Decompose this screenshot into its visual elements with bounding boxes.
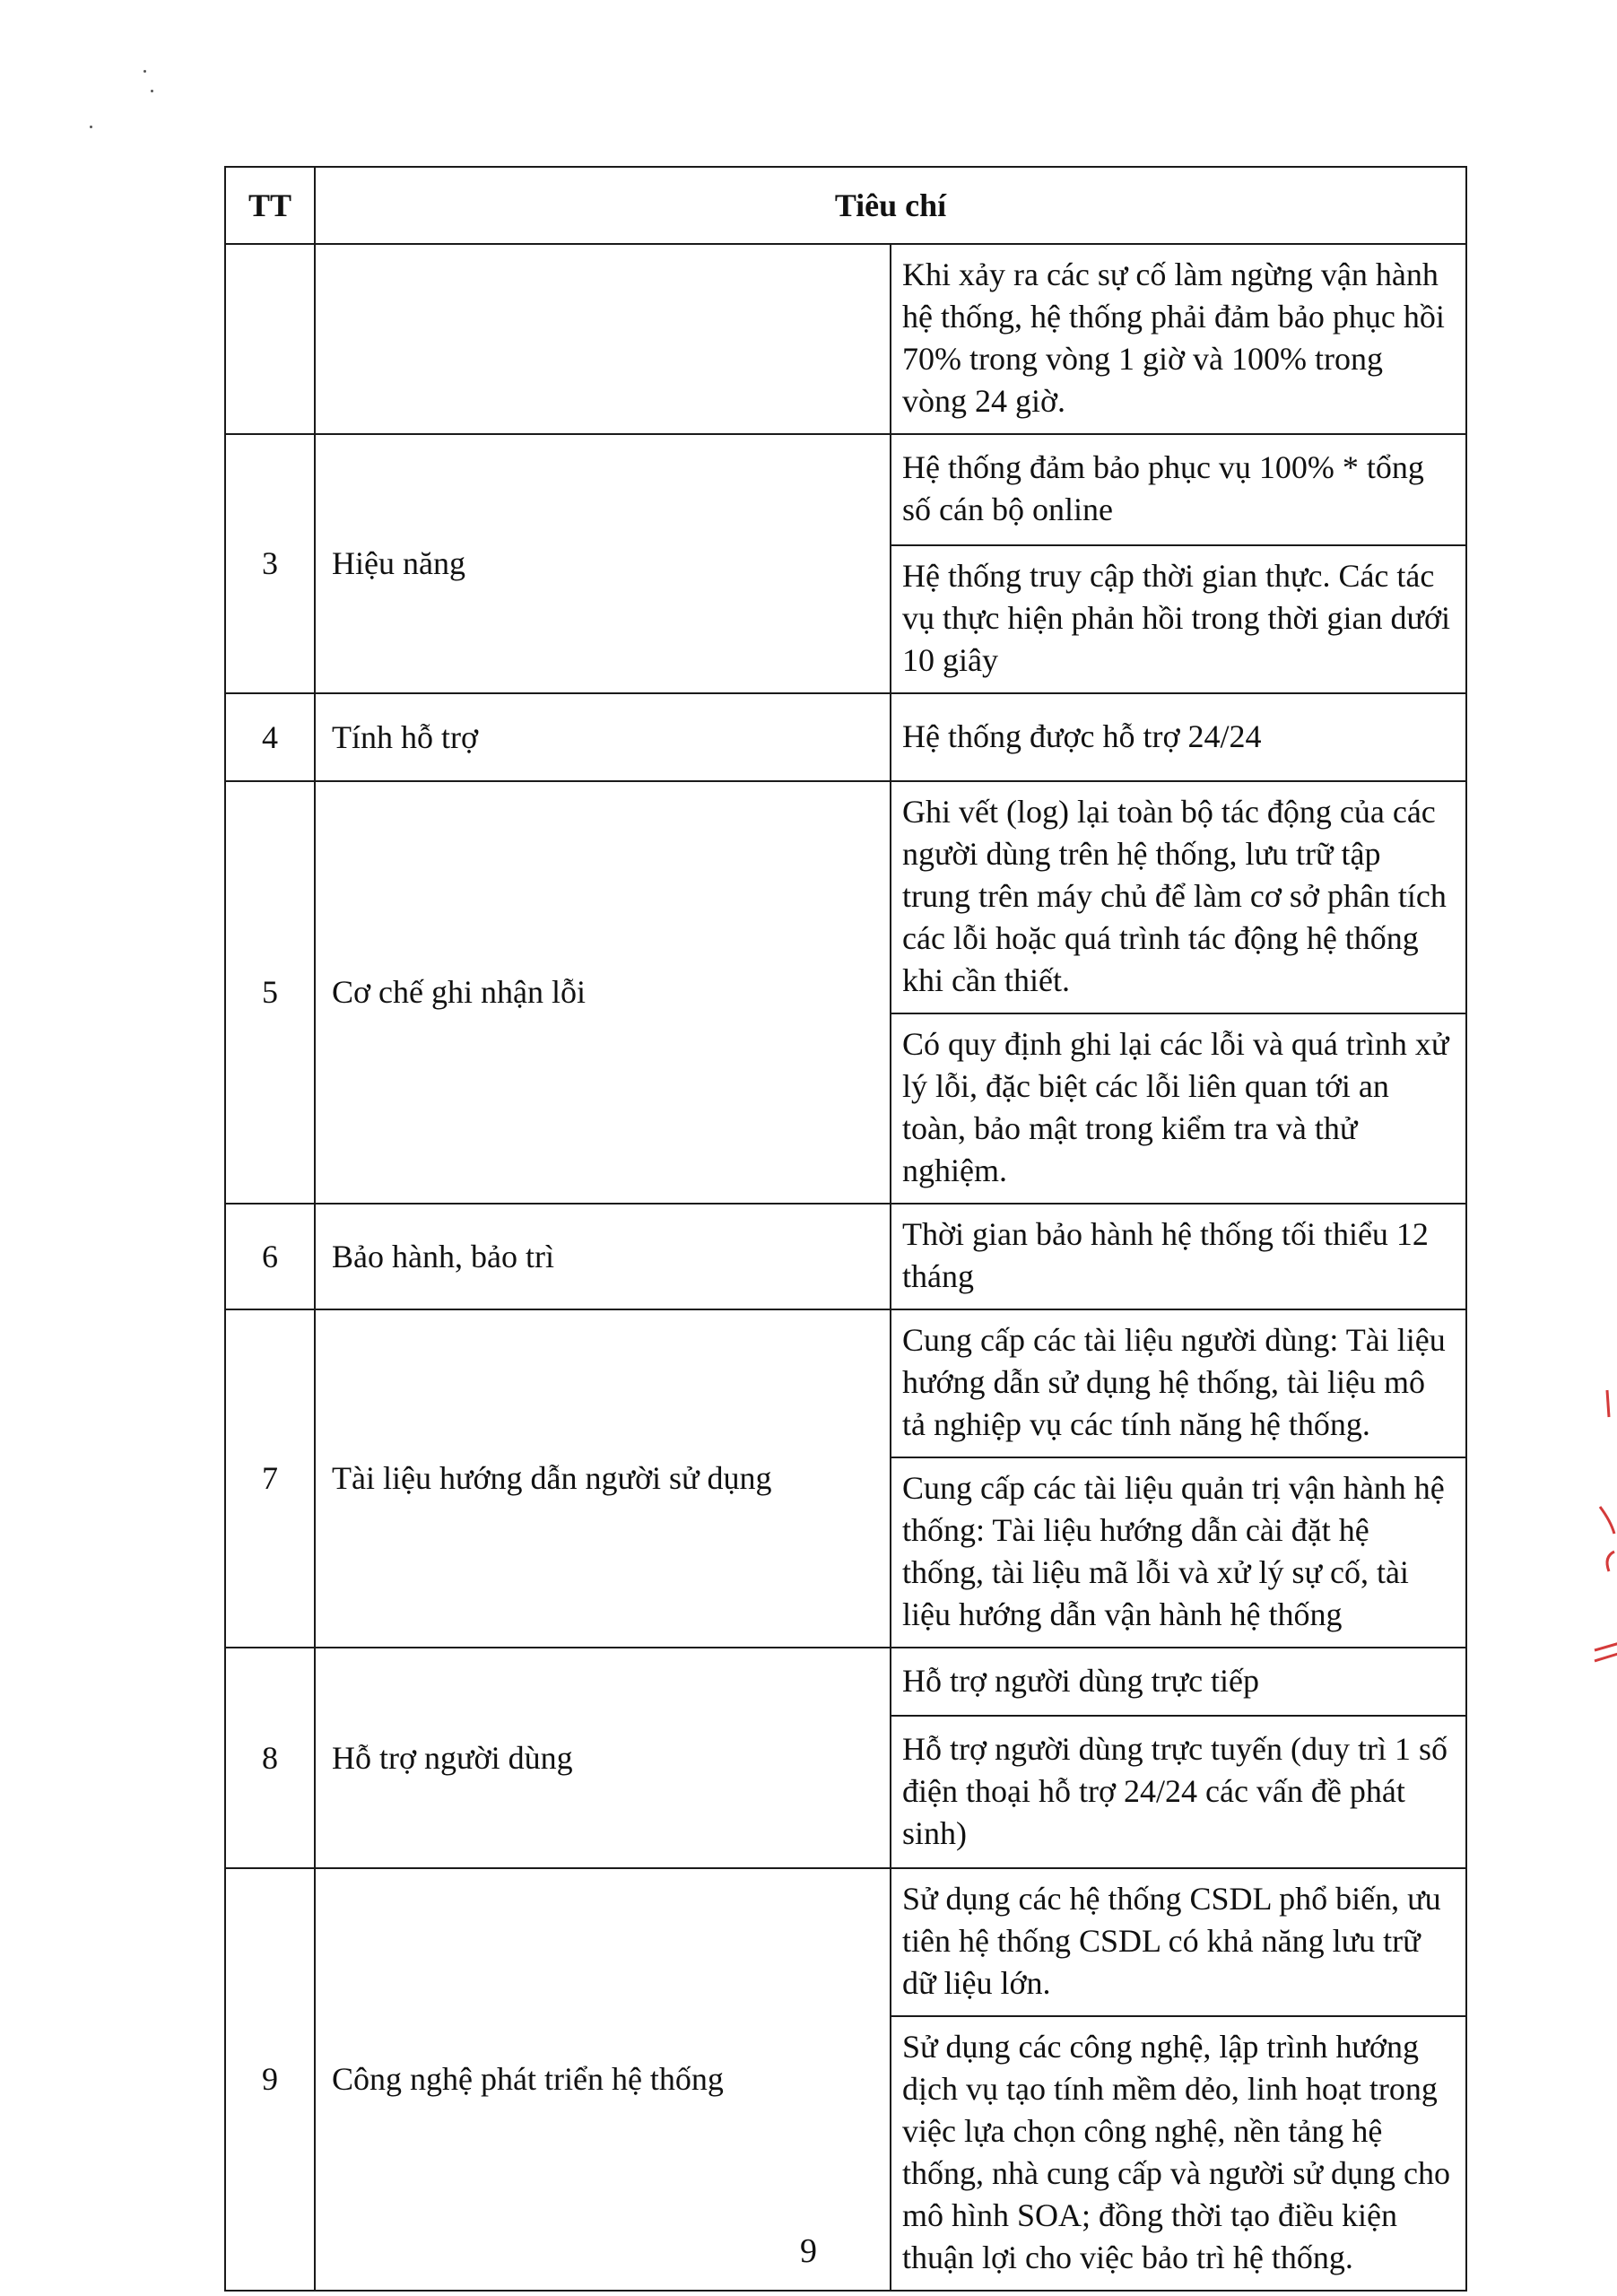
- table-row: [225, 1204, 1466, 1309]
- criteria-cell: Hỗ trợ người dùng trực tuyến (duy trì 1 số điện thoại hỗ trợ 24/24 các vấn đề phát sinh): [891, 1716, 1466, 1868]
- table-row: [225, 781, 1466, 1013]
- criteria-cell: Sử dụng các hệ thống CSDL phổ biến, ưu tiên hệ thống CSDL có khả năng lưu trữ dữ liệu lớn.: [891, 1868, 1466, 2016]
- criteria-cell: Sử dụng các công nghệ, lập trình hướng dịch vụ tạo tính mềm dẻo, linh hoạt trong việc lựa chọn công nghệ, nền tảng hệ thống, nhà cung cấp và người sử dụng cho mô hình SOA; đồng thời tạo điều kiện thuận lợi cho việc bảo trì hệ thống.: [891, 2016, 1466, 2291]
- row-name: Cơ chế ghi nhận lỗi: [315, 781, 891, 1204]
- table-row: [225, 693, 1466, 781]
- header-tt: TT: [225, 167, 315, 244]
- row-number: [225, 244, 315, 434]
- criteria-cell: Hỗ trợ người dùng trực tiếp: [891, 1648, 1466, 1716]
- criteria-table: [224, 166, 1467, 2292]
- row-name: Công nghệ phát triển hệ thống: [315, 1868, 891, 2291]
- row-name: [315, 244, 891, 434]
- table-row: [225, 244, 1466, 434]
- page-number: 9: [800, 2232, 817, 2270]
- criteria-cell: Hệ thống đảm bảo phục vụ 100% * tổng số cán bộ online: [891, 434, 1466, 545]
- row-number: 9: [225, 1868, 315, 2291]
- criteria-cell: Cung cấp các tài liệu quản trị vận hành hệ thống: Tài liệu hướng dẫn cài đặt hệ thống, tài liệu mã lỗi và xử lý sự cố, tài liệu hướng dẫn vận hành hệ thống: [891, 1457, 1466, 1648]
- criteria-cell: Có quy định ghi lại các lỗi và quá trình xử lý lỗi, đặc biệt các lỗi liên quan tới an toàn, bảo mật trong kiểm tra và thử nghiệm.: [891, 1013, 1466, 1204]
- row-number: 5: [225, 781, 315, 1204]
- row-number: 7: [225, 1309, 315, 1648]
- row-number: 8: [225, 1648, 315, 1868]
- scan-speck: [90, 126, 92, 128]
- criteria-cell: Ghi vết (log) lại toàn bộ tác động của các người dùng trên hệ thống, lưu trữ tập trung trên máy chủ để làm cơ sở phân tích các lỗi hoặc quá trình tác động hệ thống khi cần thiết.: [891, 781, 1466, 1013]
- scan-speck: [143, 70, 146, 73]
- criteria-cell: Thời gian bảo hành hệ thống tối thiểu 12 tháng: [891, 1204, 1466, 1309]
- table-row: [225, 1648, 1466, 1716]
- row-number: 6: [225, 1204, 315, 1309]
- row-number: 4: [225, 693, 315, 781]
- scan-speck: [151, 90, 153, 92]
- row-name: Hiệu năng: [315, 434, 891, 693]
- row-name: Hỗ trợ người dùng: [315, 1648, 891, 1868]
- table-row: [225, 1309, 1466, 1457]
- criteria-cell: Hệ thống truy cập thời gian thực. Các tác vụ thực hiện phản hồi trong thời gian dưới 10 giây: [891, 545, 1466, 693]
- criteria-cell: Hệ thống được hỗ trợ 24/24: [891, 693, 1466, 781]
- row-name: Tài liệu hướng dẫn người sử dụng: [315, 1309, 891, 1648]
- red-stamp-edge: [1587, 1381, 1617, 1686]
- row-name: Bảo hành, bảo trì: [315, 1204, 891, 1309]
- row-number: 3: [225, 434, 315, 693]
- table-row: [225, 434, 1466, 545]
- table-header-row: [225, 167, 1466, 244]
- table-row: [225, 1868, 1466, 2016]
- row-name: Tính hỗ trợ: [315, 693, 891, 781]
- criteria-cell: Cung cấp các tài liệu người dùng: Tài liệu hướng dẫn sử dụng hệ thống, tài liệu mô tả nghiệp vụ các tính năng hệ thống.: [891, 1309, 1466, 1457]
- header-criteria: Tiêu chí: [315, 167, 1466, 244]
- criteria-cell: Khi xảy ra các sự cố làm ngừng vận hành hệ thống, hệ thống phải đảm bảo phục hồi 70% trong vòng 1 giờ và 100% trong vòng 24 giờ.: [891, 244, 1466, 434]
